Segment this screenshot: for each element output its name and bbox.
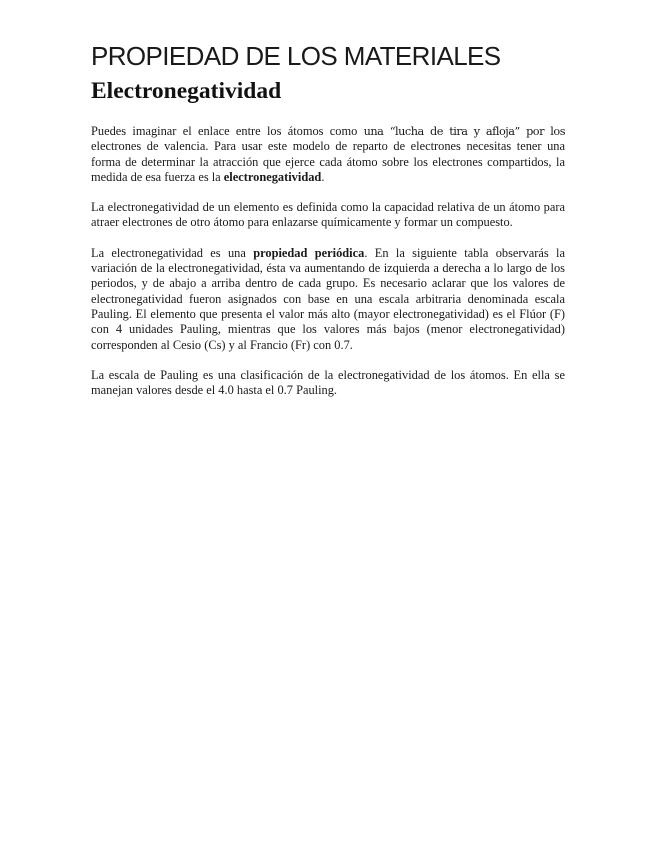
page-header: PROPIEDAD DE LOS MATERIALES xyxy=(91,41,501,71)
paragraph-periodic xyxy=(91,246,565,353)
page-title: Electronegatividad xyxy=(91,78,282,104)
paragraph-periodic-bold-term: propiedad periódica xyxy=(253,245,365,260)
paragraph-intro-bold-term: electronegatividad xyxy=(223,169,322,184)
paragraph-intro xyxy=(91,124,565,185)
paragraph-definition: La electronegatividad de un elemento es definida como la capacidad relativa de un átomo para atraer electrones de otro átomo para enlazarse químicamente y formar un compuesto. xyxy=(91,200,565,230)
paragraph-pauling-scale: La escala de Pauling es una clasificación de la electronegatividad de los átomos. En ella se manejan valores desde el 4.0 hasta el 0.7 Pauling. xyxy=(91,367,565,398)
paragraph-intro-mid: electrones de valencia. Para usar este modelo de reparto de electrones necesitas tener una forma de determinar la atracción que ejerce cada átomo sobre los electrones compartidos, la medida de esa fuerza es la xyxy=(91,139,565,184)
document-page xyxy=(91,40,565,398)
paragraph-periodic-pre: La electronegatividad es una xyxy=(91,245,254,260)
paragraph-intro-pre: Puedes imaginar el enlace entre los átomos como xyxy=(91,124,364,138)
paragraph-periodic-post: . En la siguiente tabla observarás la variación de la electronegatividad, ésta va aumentando de izquierda a derecha a lo largo de los periodos, y de abajo a arriba dentro de cada grupo. Es necesario aclarar que los valores de electronegatividad fueron asignados con base en una escala arbitraria denominada escala Pauling. El elemento que presenta el valor más alto (mayor electronegatividad) es el Flúor (F) con 4 unidades Pauling, mientras que los valores más bajos (menor electronegatividad) corresponden al Cesio (Cs) y al Francio (Fr) con 0.7. xyxy=(91,245,565,352)
paragraph-intro-post: . xyxy=(321,169,325,184)
paragraph-intro-emphasis: una “lucha de tira y afloja” por los xyxy=(363,125,565,138)
